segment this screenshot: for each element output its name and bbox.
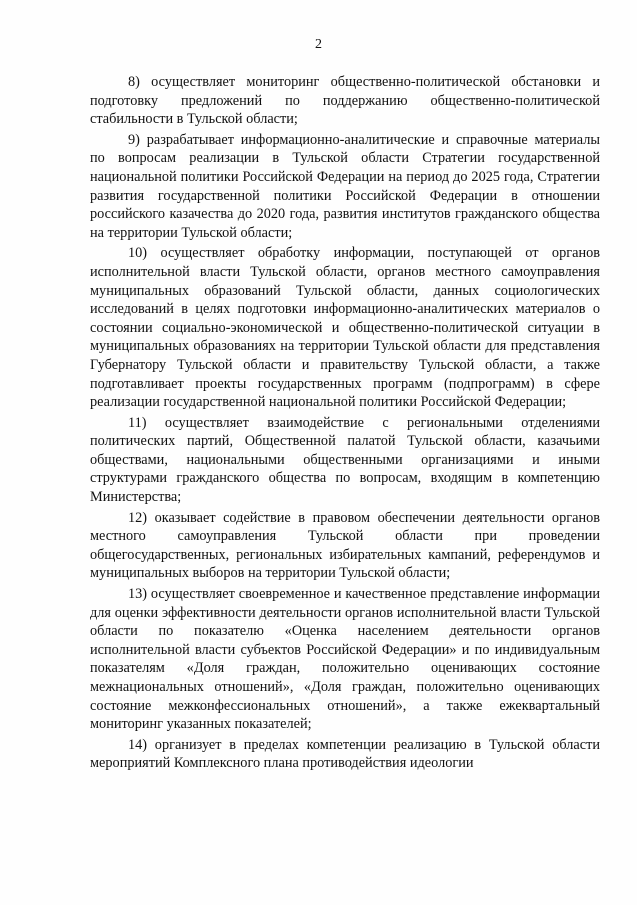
paragraph-item-10: 10) осуществляет обработку информации, поступающей от органов исполнительной власти Тульской области, органов местного самоуправления муниципальных образований Тульской области, данных социологических исследований в целях подготовки информационно-аналитических материалов о состоянии социально-экономической и общественно-политической ситуации в муниципальных образованиях на территории Тульской области для представления Губернатору Тульской области и правительству Тульской области, а также подготавливает проекты государственных программ (подпрограмм) в сфере реализации государственной национальной политики Российской Федерации;	[90, 245, 600, 411]
paragraph-item-14: 14) организует в пределах компетенции реализацию в Тульской области мероприятий Комплексного плана противодействия идеологии	[90, 736, 600, 772]
paragraph-item-9: 9) разрабатывает информационно-аналитические и справочные материалы по вопросам реализации в Тульской области Стратегии государственной национальной политики Российской Федерации на период до 2025 года, Стратегии развития государственной политики Российской Федерации в отношении российского казачества до 2020 года, развития институтов гражданского общества на территории Тульской области;	[90, 131, 600, 241]
paragraph-item-11: 11) осуществляет взаимодействие с региональными отделениями политических партий, Общественной палатой Тульской области, казачьими обществами, национальными общественными организациями и иными структурами гражданского общества по вопросам, входящим в компетенцию Министерства;	[90, 414, 600, 506]
paragraph-item-8: 8) осуществляет мониторинг общественно-политической обстановки и подготовку предложений по поддержанию общественно-политической стабильности в Тульской области;	[90, 74, 600, 128]
paragraph-item-13: 13) осуществляет своевременное и качественное представление информации для оценки эффективности деятельности органов исполнительной власти Тульской области по показателю «Оценка населением деятельности органов исполнительной власти субъектов Российской Федерации» и по индивидуальным показателям «Доля граждан, положительно оценивающих состояние межнациональных отношений», «Доля граждан, положительно оценивающих состояние межконфессиональных отношений», а также ежеквартальный мониторинг указанных показателей;	[90, 586, 600, 733]
paragraph-item-12: 12) оказывает содействие в правовом обеспечении деятельности органов местного самоуправления Тульской области при проведении общегосударственных, региональных избирательных кампаний, референдумов и муниципальных выборов на территории Тульской области;	[90, 509, 600, 582]
page-number: 2	[315, 37, 322, 52]
document-body	[90, 73, 600, 775]
